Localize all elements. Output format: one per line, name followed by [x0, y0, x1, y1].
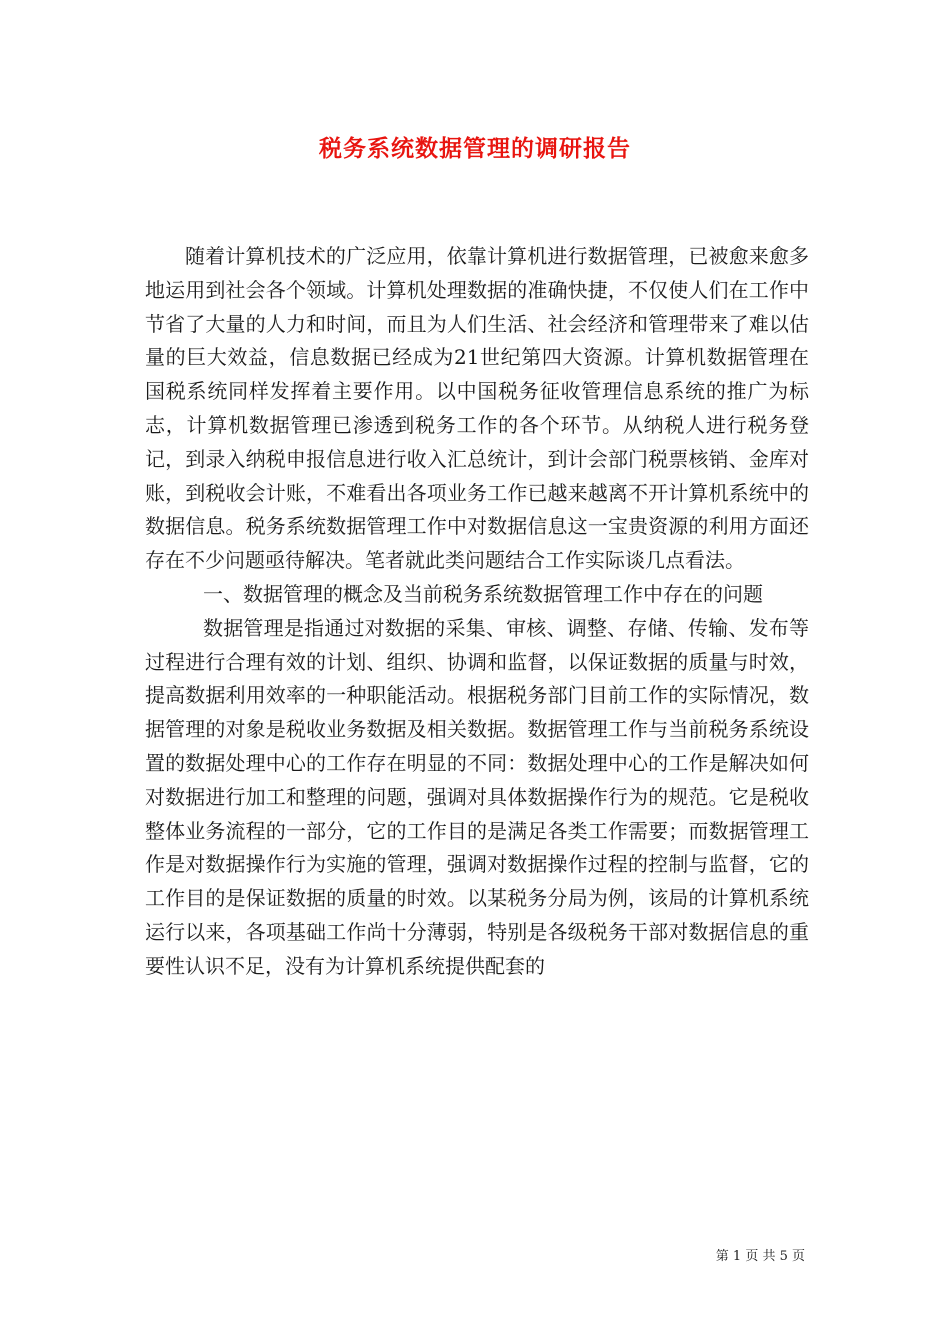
section-paragraph: 数据管理是指通过对数据的采集、审核、调整、存储、传输、发布等过程进行合理有效的计划、组织、协调和监督，以保证数据的质量与时效，提高数据利用效率的一种职能活动。根据税务部门目前工作的实际情况，数据管理的对象是税收业务数据及相关数据。数据管理工作与当前税务系统设置的数据处理中心的工作存在明显的不同：数据处理中心的工作是解决如何对数据进行加工和整理的问题，强调对具体数据操作行为的规范。它是税收整体业务流程的一部分，它的工作目的是满足各类工作需要；而数据管理工作是对数据操作行为实施的管理，强调对数据操作过程的控制与监督，它的工作目的是保证数据的质量的时效。以某税务分局为例，该局的计算机系统运行以来，各项基础工作尚十分薄弱，特别是各级税务干部对数据信息的重要性认识不足，没有为计算机系统提供配套的 [145, 615, 809, 978]
document-body [145, 240, 809, 984]
page-number: 第 1 页 共 5 页 [715, 1249, 805, 1264]
intro-paragraph: 随着计算机技术的广泛应用，依靠计算机进行数据管理，已被愈来愈多地运用到社会各个领域。计算机处理数据的准确快捷，不仅使人们在工作中节省了大量的人力和时间，而且为人们生活、社会经济和管理带来了难以估量的巨大效益，信息数据已经成为21世纪第四大资源。计算机数据管理在国税系统同样发挥着主要作用。以中国税务征收管理信息系统的推广为标志，计算机数据管理已渗透到税务工作的各个环节。从纳税人进行税务登记，到录入纳税申报信息进行收入汇总统计，到计会部门税票核销、金库对账，到税收会计账，不难看出各项业务工作已越来越离不开计算机系统中的数据信息。税务系统数据管理工作中对数据信息这一宝贵资源的利用方面还存在不少问题亟待解决。笔者就此类问题结合工作实际谈几点看法。 [145, 244, 809, 573]
section-heading: 一、数据管理的概念及当前税务系统数据管理工作中存在的问题 [203, 581, 763, 606]
document-title: 税务系统数据管理的调研报告 [319, 135, 631, 162]
